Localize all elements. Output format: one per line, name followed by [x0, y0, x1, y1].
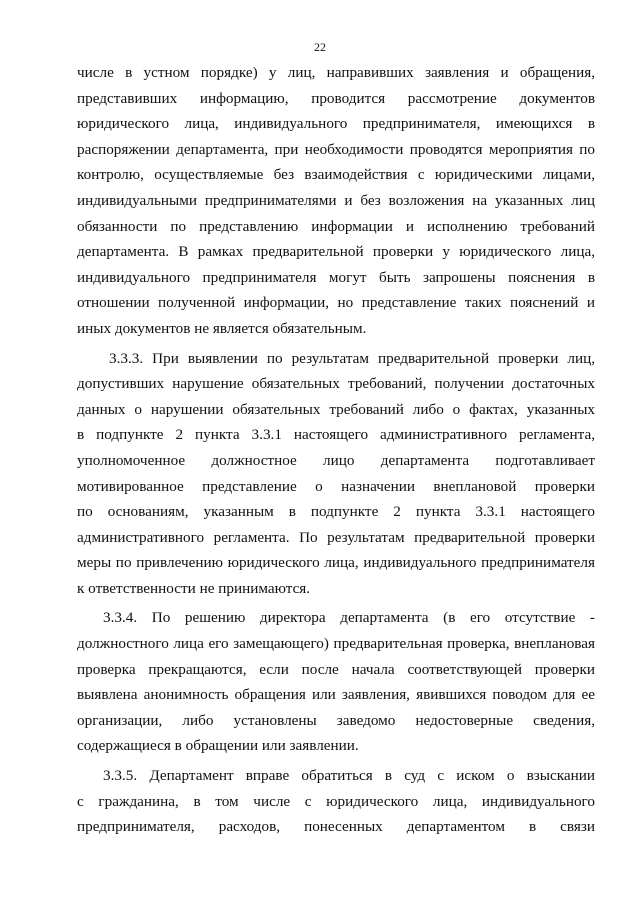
paragraph-3-3-3	[77, 346, 595, 602]
text-line: отношении полученной информации, но представление таких пояснений и	[77, 294, 595, 312]
text-line: по основаниям, указанным в подпункте 2 пункта 3.3.1 настоящего	[77, 503, 595, 521]
text-line: числе в устном порядке) у лиц, направивших заявления и обращения,	[77, 64, 595, 81]
text-line: индивидуальными предпринимателями и без возложения на указанных лиц	[77, 191, 595, 209]
text-line: мотивированное представление о назначении внеплановой проверки	[77, 477, 595, 495]
text-line: распоряжении департамента, при необходимости проводятся мероприятия по	[77, 140, 595, 158]
text-line: индивидуального предпринимателя могут быть запрошены пояснения в	[77, 268, 595, 286]
text-line: 3.3.3. При выявлении по результатам предварительной проверки лиц,	[109, 349, 595, 367]
text-line: допустивших нарушение обязательных требований, получении достаточных	[77, 375, 595, 393]
text-line: контролю, осуществляемые без взаимодействия с юридическими лицами,	[77, 166, 595, 184]
text-line: с гражданина, в том числе с юридического лица, индивидуального	[77, 792, 595, 810]
text-line: уполномоченное должностное лицо департамента подготавливает	[77, 451, 595, 469]
text-line: должностного лица его замещающего) предварительная проверка, внеплановая	[77, 635, 595, 653]
text-line: департамента. В рамках предварительной проверки у юридического лица,	[77, 243, 595, 261]
text-line: меры по привлечению юридического лица, индивидуального предпринимателя	[77, 554, 595, 572]
text-line: иных документов не является обязательным.	[77, 319, 367, 337]
text-line: организации, либо установлены заведомо недостоверные сведения,	[77, 711, 595, 729]
page-number: 22	[314, 40, 326, 54]
text-line: юридического лица, индивидуального предпринимателя, имеющихся в	[77, 115, 595, 133]
paragraph-3-3-4	[77, 605, 595, 759]
paragraph-1	[77, 60, 595, 342]
text-line: 3.3.5. Департамент вправе обратиться в суд с иском о взыскании	[103, 767, 595, 785]
text-line: к ответственности не принимаются.	[77, 579, 311, 597]
text-line: данных о нарушении обязательных требований либо о фактах, указанных	[77, 400, 595, 418]
text-line: 3.3.4. По решению директора департамента (в его отсутствие -	[103, 609, 595, 627]
text-line: обязанности по представлению информации и исполнению требований	[77, 217, 595, 235]
text-line: содержащиеся в обращении или заявлении.	[77, 737, 359, 755]
document-body	[77, 60, 595, 840]
paragraph-3-3-5	[77, 763, 595, 840]
text-line: представивших информацию, проводится рассмотрение документов	[77, 89, 595, 107]
text-line: в подпункте 2 пункта 3.3.1 настоящего административного регламента,	[77, 426, 595, 444]
text-line: проверка прекращаются, если после начала соответствующей проверки	[77, 660, 595, 678]
text-line: предпринимателя, расходов, понесенных департаментом в связи	[77, 818, 595, 836]
text-line: административного регламента. По результатам предварительной проверки	[77, 528, 595, 546]
text-line: выявлена анонимность обращения или заявления, явившихся поводом для ее	[77, 686, 595, 704]
